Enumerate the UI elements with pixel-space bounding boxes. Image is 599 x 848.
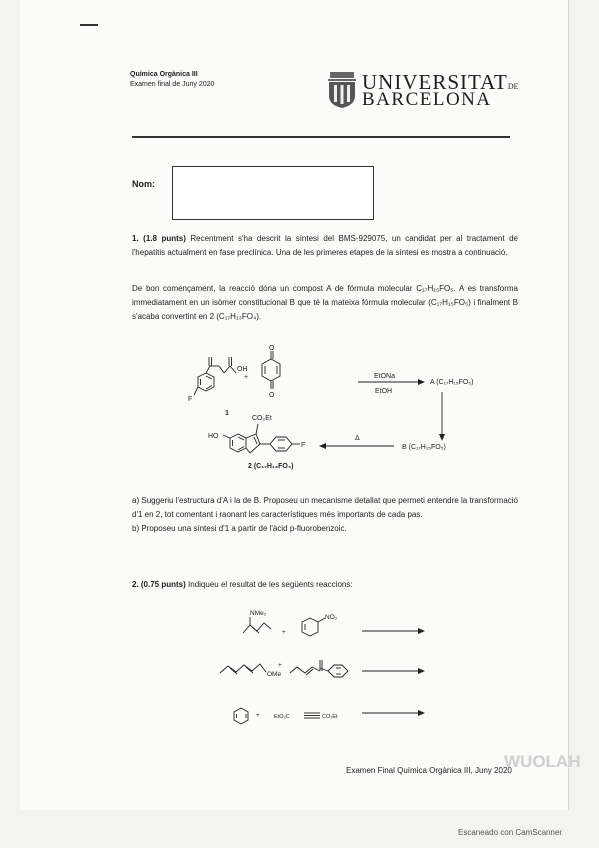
fluorine-label-1: F [188,396,193,403]
exam-page [20,0,581,810]
nme2-label: NMe₂ [250,610,267,617]
university-name-bottom: BARCELONA [362,89,492,110]
fluorine-label-2: F [301,442,306,449]
reagent-label: EtONa [374,373,396,380]
q1-part-a: a) Suggeriu l'estructura d'A i la de B. Proposeu un mecanisme detallat que permeti entendre la transformació d'1 en 2, tot comentant i raonant les característiques més importants de cada pas. [132,496,518,519]
watermark: WUOLAH [504,752,581,771]
q1-points: 1. (1.8 punts) [132,234,186,243]
quinone-o-bottom: O [269,392,275,399]
q2-text: Indiqueu el resultat de les següents reaccions: [185,580,353,589]
solvent-label: EtOH [375,388,393,395]
quinone-o-top: O [269,345,275,352]
oh-label: OH [237,366,248,373]
q1-description: De bon començament, la reacció dóna un compost A de fórmula molecular C₁₇H₁₅FO₅. A es transforma immediatament en un isòmer constitucional B que té la mateixa fórmula molecular (C₁₇H₁₅FO₅) i finalment B s'acaba convertint en 2 (C₁₇H₁₃FO₄). [132,284,518,321]
ester-label: CO₂Et [252,415,272,422]
name-label: Nom: [132,179,155,189]
plus-label-2: + [282,629,286,636]
hydroxy-label: HO [208,433,219,440]
ome-label: OMe [267,671,282,678]
q1-intro-text: Recentment s'ha descrit la síntesi del BMS-929075, un candidat per al tractament de l'hepatitis actualment en fase preclínica. Una de les primeres etapes de la síntesi es mostra a continuació. [132,234,518,257]
uni-word-universitat: UNIVERSITAT [362,70,508,94]
q1-part-b: b) Proposeu una síntesi d'1 a partir de l'àcid p-fluorobenzoic. [132,524,347,533]
compound-2-label: 2 (C₁₇H₁₃FO₄) [248,463,294,470]
course-name: Química Orgànica III [130,71,198,78]
exam-name: Examen final de Juny 2020 [130,81,215,88]
compound-a-label: A (C₁₇H₁₅FO₅) [430,379,474,386]
heat-label: Δ [355,435,360,442]
reaction-scheme-2 [20,0,568,760]
compound-1-label: 1 [225,410,229,417]
scanner-credit: Escaneado con CamScanner [458,828,563,837]
alkyne-left-ester: EtO₂C [274,714,290,720]
q2-points: 2. (0.75 punts) [132,580,186,589]
compound-b-label: B (C₁₇H₁₅FO₅) [402,444,446,451]
plus-label: + [244,374,249,381]
plus-label-4: + [256,712,260,719]
uni-word-de: DE [507,82,519,91]
alkyne-right-ester: CO₂Et [322,714,338,720]
plus-label-3: + [278,662,282,669]
nitro-label: NO₂ [325,614,338,621]
page-footer: Examen Final Química Orgànica III, Juny 2020 [346,766,512,775]
